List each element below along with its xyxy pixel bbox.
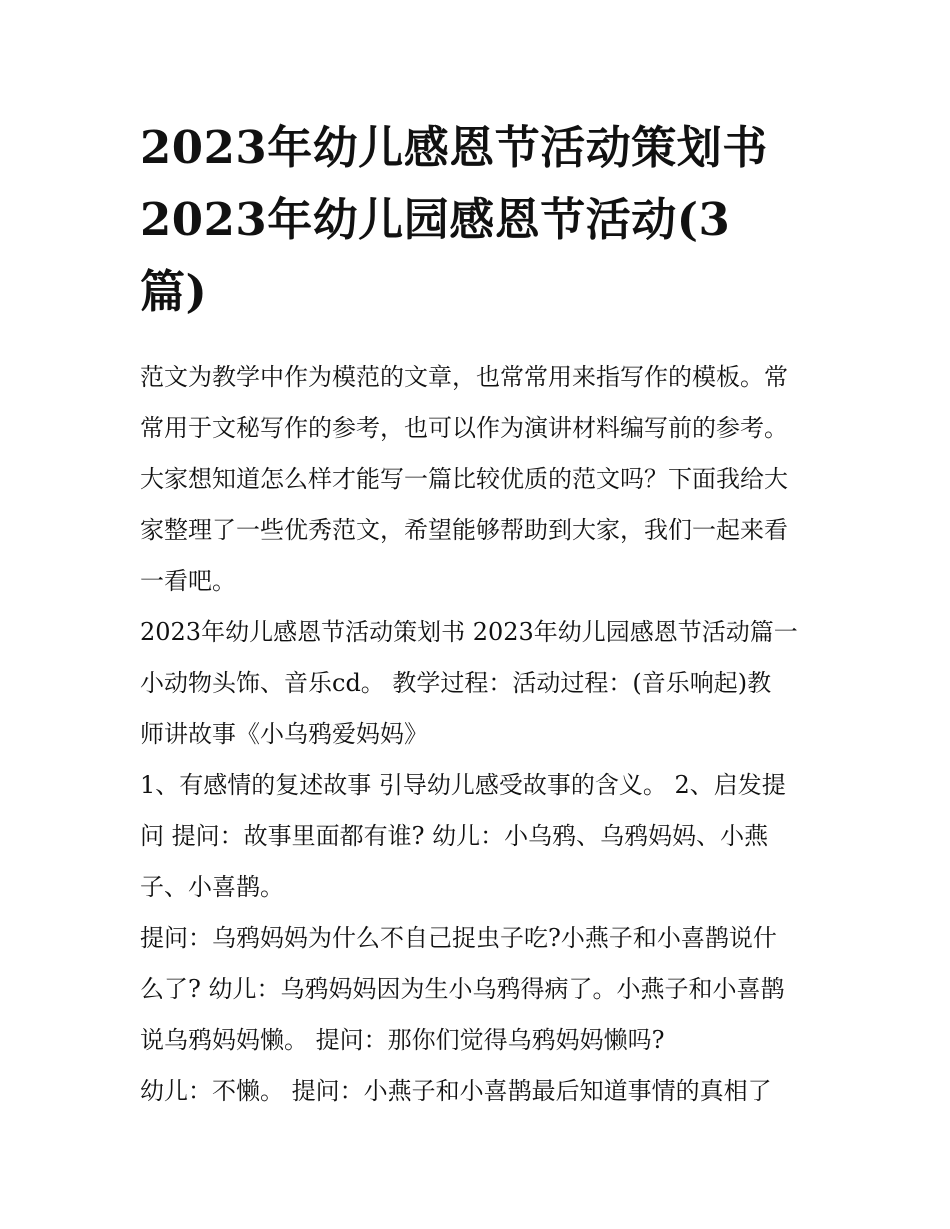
text-line: 2023年幼儿感恩节活动策划书 2023年幼儿园感恩节活动篇一 <box>140 618 798 646</box>
paragraph-intro <box>140 352 816 607</box>
paragraph-question <box>140 913 816 1066</box>
title-line: 2023年幼儿园感恩节活动(3 <box>140 193 731 246</box>
document-page <box>140 112 816 1117</box>
text-line: 家整理了一些优秀范文，希望能够帮助到大家，我们一起来看 <box>140 516 788 544</box>
document-title <box>140 112 816 328</box>
text-line: 问 提问：故事里面都有谁? 幼儿：小乌鸦、乌鸦妈妈、小燕 <box>140 822 769 850</box>
title-line: 篇) <box>140 265 208 318</box>
text-line: 范文为教学中作为模范的文章，也常常用来指写作的模板。常 <box>140 363 788 391</box>
document-body <box>140 352 816 1117</box>
text-line: 幼儿：不懒。 提问：小燕子和小喜鹊最后知道事情的真相了 <box>140 1077 772 1105</box>
title-line: 2023年幼儿感恩节活动策划书 <box>140 121 768 174</box>
paragraph-answer <box>140 1066 816 1117</box>
text-line: 师讲故事《小乌鸦爱妈妈》 <box>140 720 428 748</box>
text-line: 说乌鸦妈妈懒。 提问：那你们觉得乌鸦妈妈懒吗? <box>140 1026 665 1054</box>
paragraph-section-heading <box>140 607 816 760</box>
text-line: 1、有感情的复述故事 引导幼儿感受故事的含义。 2、启发提 <box>140 771 786 799</box>
text-line: 常用于文秘写作的参考，也可以作为演讲材料编写前的参考。 <box>140 414 788 442</box>
text-line: 子、小喜鹊。 <box>140 873 284 901</box>
paragraph-step-list <box>140 760 816 913</box>
text-line: 小动物头饰、音乐cd。 教学过程：活动过程：(音乐响起)教 <box>140 669 772 697</box>
text-line: 一看吧。 <box>140 567 236 595</box>
text-line: 大家想知道怎么样才能写一篇比较优质的范文吗？下面我给大 <box>140 465 788 493</box>
text-line: 么了? 幼儿：乌鸦妈妈因为生小乌鸦得病了。小燕子和小喜鹊 <box>140 975 785 1003</box>
text-line: 提问：乌鸦妈妈为什么不自己捉虫子吃?小燕子和小喜鹊说什 <box>140 924 777 952</box>
